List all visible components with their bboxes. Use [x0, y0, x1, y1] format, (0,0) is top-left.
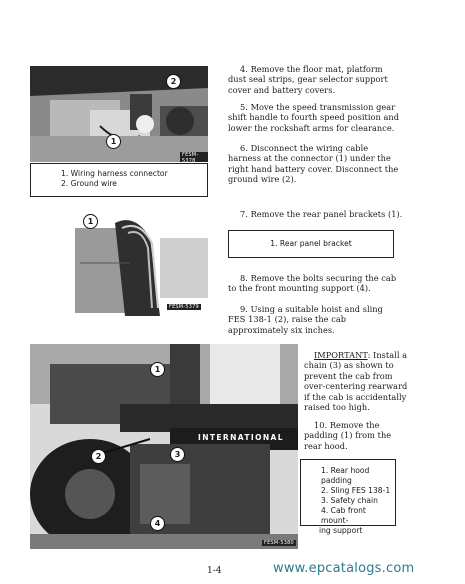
- caption-item: [309, 496, 392, 506]
- figure-1-caption: [30, 163, 208, 197]
- figure-1-illustration: [30, 66, 208, 162]
- step-4: 4. Remove the floor mat, platform dust seal strips, gear selector support cover and battery covers.: [228, 64, 388, 95]
- figure-3-marker-2: 2: [91, 449, 106, 464]
- important-text: : Install a chain (3) as shown to prevent the cab from over-centering rearward if the cab is accidentally raised too high.: [304, 350, 408, 413]
- figure-3-illustration: [30, 344, 298, 549]
- figure-1-photo: [30, 66, 208, 162]
- figure-1-marker-2: 2: [166, 74, 181, 89]
- tractor-brand-label: INTERNATIONAL: [198, 433, 284, 442]
- caption-item: 2. Ground wire: [61, 179, 117, 188]
- figure-3-marker-1: 1: [150, 362, 165, 377]
- figure-1-code: FESM-5378: [180, 152, 208, 162]
- figure-2-marker-1: 1: [83, 214, 98, 229]
- caption-item: 1. Rear panel bracket: [270, 239, 352, 248]
- caption-text: ing support: [319, 526, 363, 535]
- figure-3-photo: [30, 344, 298, 549]
- watermark-link[interactable]: www.epcatalogs.com: [273, 561, 415, 576]
- figure-2-photo: [30, 208, 208, 316]
- caption-item: [309, 506, 392, 526]
- caption-text: 2. Sling FES 138-1: [321, 486, 391, 495]
- figure-2-code: FESM-5379: [169, 304, 199, 310]
- figure-1-marker-1: 1: [106, 134, 121, 149]
- figure-3-code: FESM-5380: [264, 540, 294, 546]
- important-note: [304, 350, 408, 412]
- step-5: 5. Move the speed transmission gear shift handle to fourth speed position and lower the rockshaft arms for clearance.: [228, 102, 400, 133]
- caption-text: 4. Cab front mount-: [321, 506, 366, 525]
- figure-3-caption: [300, 459, 396, 535]
- figure-2-caption: [228, 230, 394, 258]
- caption-item: [309, 466, 392, 486]
- figure-3-marker-3: 3: [170, 447, 185, 462]
- step-6: 6. Disconnect the wiring cable harness at the connector (1) under the right hand battery cover. Disconnect the ground wire (2).: [228, 143, 399, 185]
- figure-3-marker-4: 4: [150, 516, 165, 531]
- page-number: 1-4: [207, 566, 222, 576]
- step-10: 10. Remove the padding (1) from the rear hood.: [304, 420, 392, 451]
- figure-2-illustration: [30, 208, 208, 316]
- step-7: 7. Remove the rear panel brackets (1).: [240, 209, 403, 219]
- caption-item: 1. Wiring harness connector: [61, 169, 168, 178]
- step-9: 9. Using a suitable hoist and sling FES 138-1 (2), raise the cab approximately six inches.: [228, 304, 383, 335]
- caption-text: 3. Safety chain: [321, 496, 378, 505]
- step-8: 8. Remove the bolts securing the cab to the front mounting support (4).: [228, 273, 397, 294]
- caption-item: [309, 486, 392, 496]
- important-label: IMPORTANT: [314, 350, 368, 360]
- caption-text: 1. Rear hood padding: [321, 466, 370, 485]
- caption-item: [309, 526, 392, 536]
